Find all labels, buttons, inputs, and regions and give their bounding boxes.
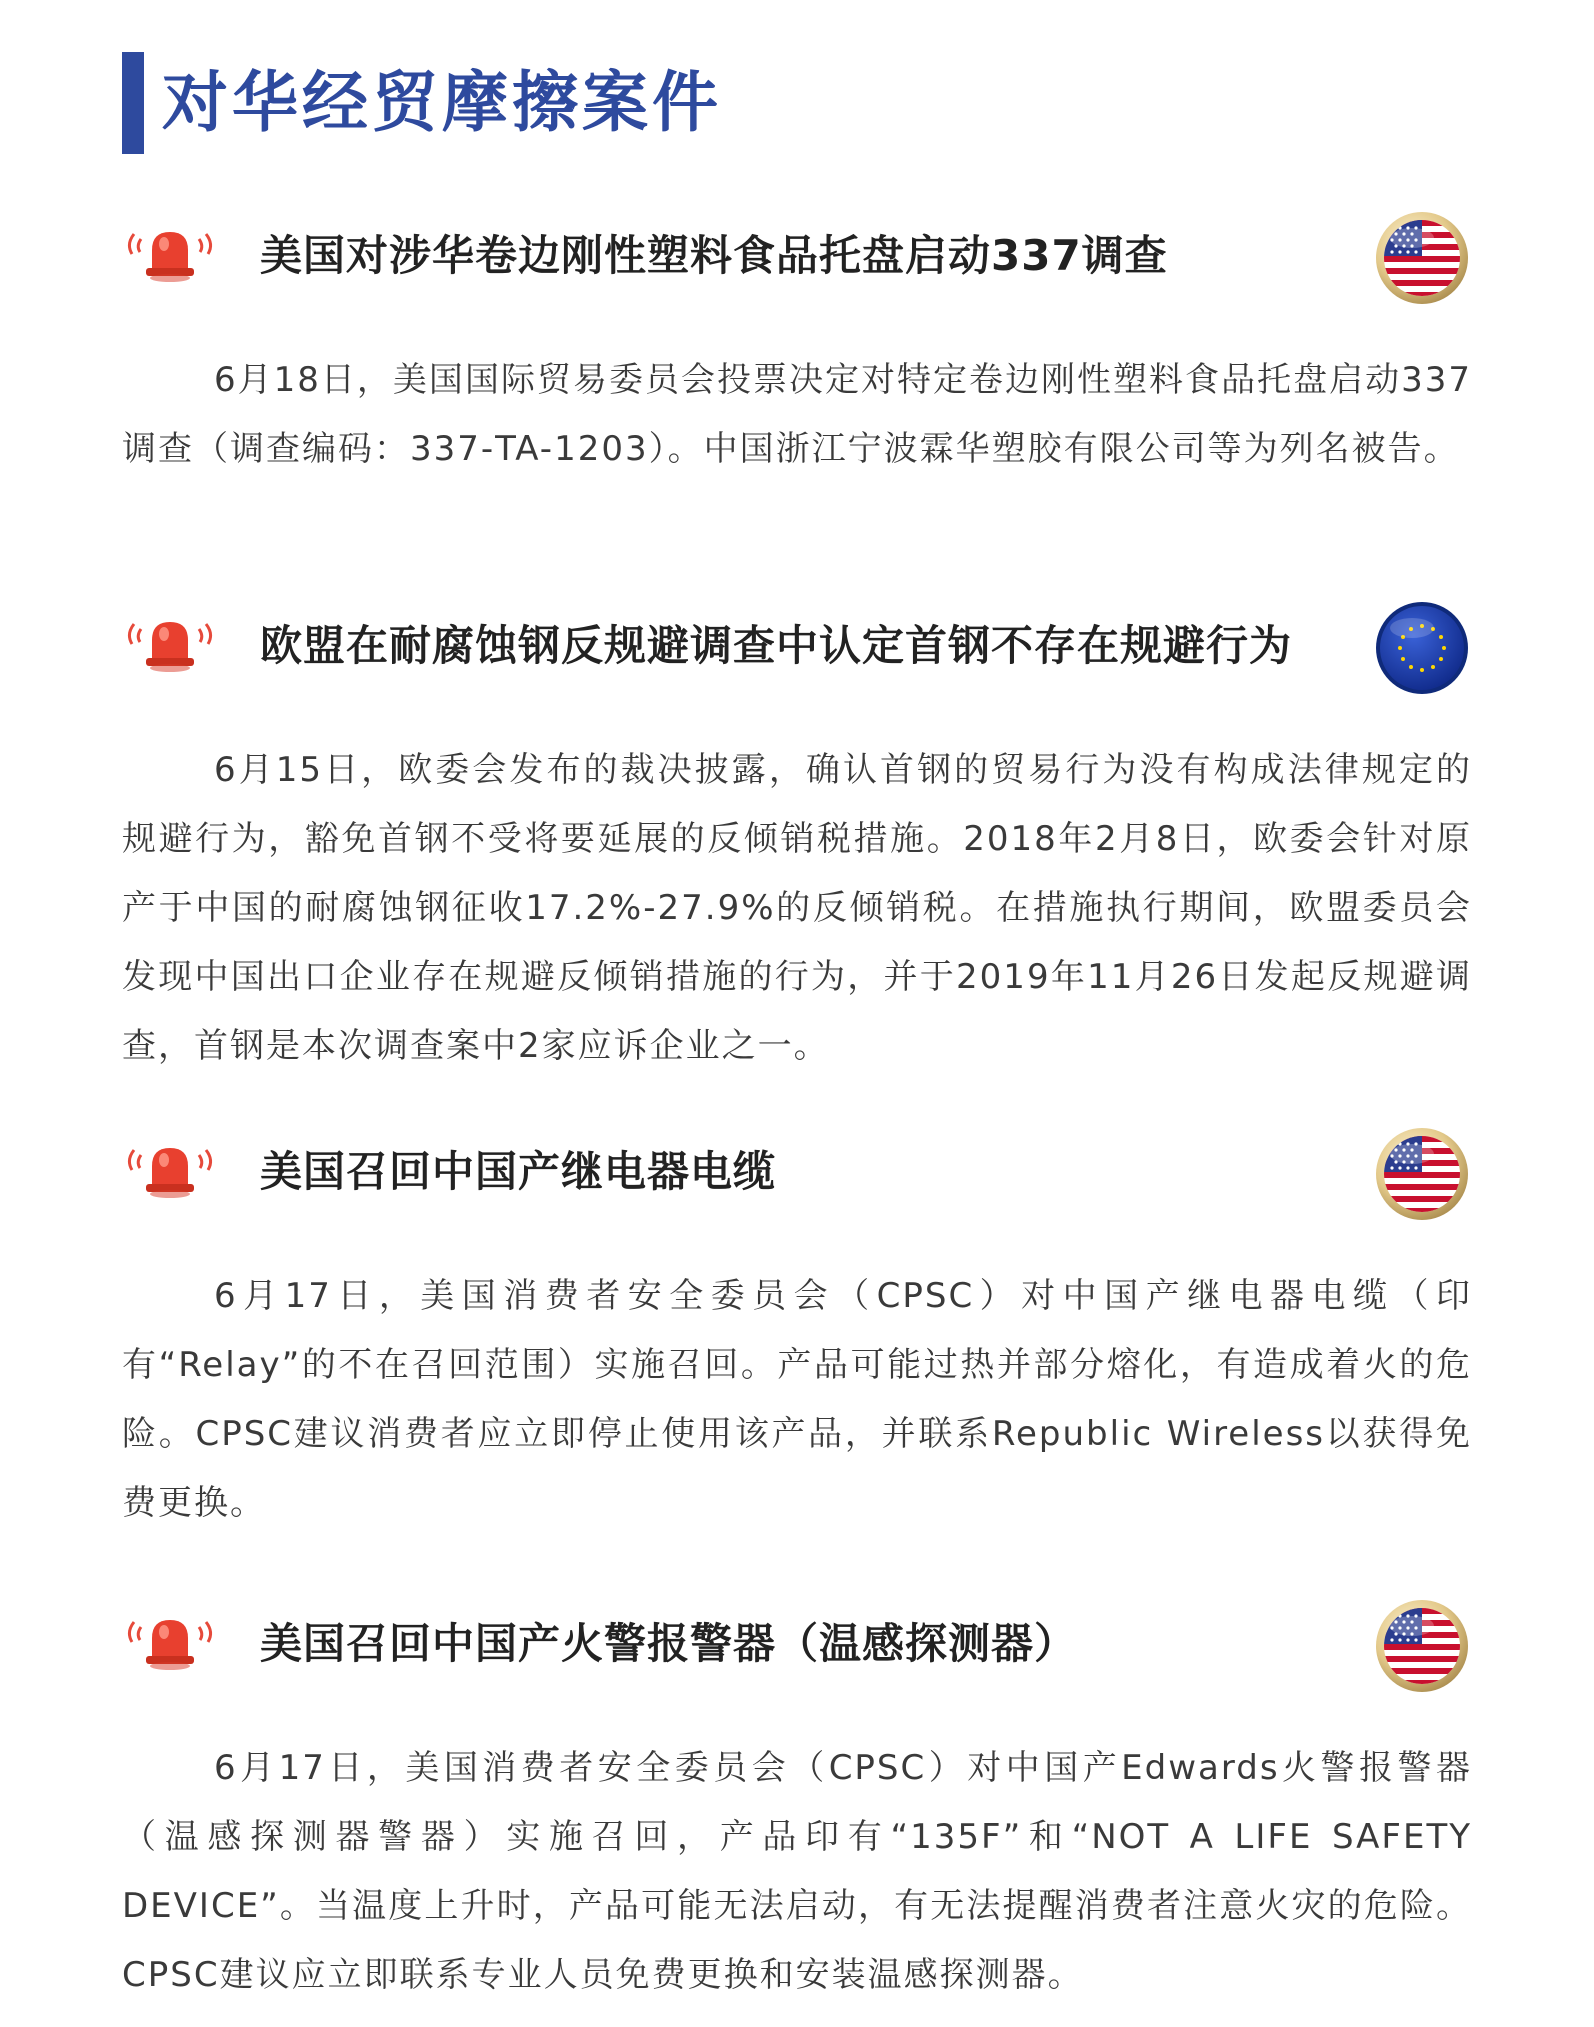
case-title: 美国对涉华卷边刚性塑料食品托盘启动337调查 bbox=[260, 231, 1168, 280]
case-item bbox=[122, 1598, 1472, 2010]
case-title: 美国召回中国产火警报警器（温感探测器） bbox=[260, 1619, 1078, 1668]
header-accent-bar bbox=[122, 52, 144, 154]
case-title: 欧盟在耐腐蚀钢反规避调查中认定首钢不存在规避行为 bbox=[260, 621, 1293, 670]
case-header bbox=[122, 600, 1472, 696]
us-flag-icon bbox=[1374, 1126, 1470, 1222]
us-flag-icon bbox=[1374, 210, 1470, 306]
section-header bbox=[122, 52, 722, 154]
page-title: 对华经贸摩擦案件 bbox=[162, 64, 722, 141]
alarm-bell-icon bbox=[122, 1612, 218, 1672]
case-item bbox=[122, 600, 1472, 1081]
alarm-bell-icon bbox=[122, 1140, 218, 1200]
alarm-bell-icon bbox=[122, 224, 218, 284]
case-header bbox=[122, 210, 1472, 306]
case-header bbox=[122, 1126, 1472, 1222]
case-item bbox=[122, 1126, 1472, 1538]
us-flag-icon bbox=[1374, 1598, 1470, 1694]
case-body: 6月17日，美国消费者安全委员会（CPSC）对中国产继电器电缆（印有“Relay”的不在召回范围）实施召回。产品可能过热并部分熔化，有造成着火的危险。CPSC建议消费者应立即停止使用该产品，并联系Republic Wireless以获得免费更换。 bbox=[122, 1276, 1472, 1523]
case-body: 6月18日，美国国际贸易委员会投票决定对特定卷边刚性塑料食品托盘启动337调查（调查编码：337-TA-1203）。中国浙江宁波霖华塑胶有限公司等为列名被告。 bbox=[122, 360, 1472, 469]
eu-flag-icon bbox=[1374, 600, 1470, 696]
alarm-bell-icon bbox=[122, 614, 218, 674]
case-title: 美国召回中国产继电器电缆 bbox=[260, 1147, 777, 1196]
case-body: 6月17日，美国消费者安全委员会（CPSC）对中国产Edwards火警报警器（温感探测器警器）实施召回，产品印有“135F”和“NOT A LIFE SAFETY DEVICE”。当温度上升时，产品可能无法启动，有无法提醒消费者注意火灾的危险。CPSC建议应立即联系专业人员免费更换和安装温感探测器。 bbox=[122, 1748, 1472, 1995]
case-body: 6月15日，欧委会发布的裁决披露，确认首钢的贸易行为没有构成法律规定的规避行为，豁免首钢不受将要延展的反倾销税措施。2018年2月8日，欧委会针对原产于中国的耐腐蚀钢征收17.2%-27.9%的反倾销税。在措施执行期间，欧盟委员会发现中国出口企业存在规避反倾销措施的行为，并于2019年11月26日发起反规避调查，首钢是本次调查案中2家应诉企业之一。 bbox=[122, 750, 1472, 1066]
case-item bbox=[122, 210, 1472, 484]
case-header bbox=[122, 1598, 1472, 1694]
